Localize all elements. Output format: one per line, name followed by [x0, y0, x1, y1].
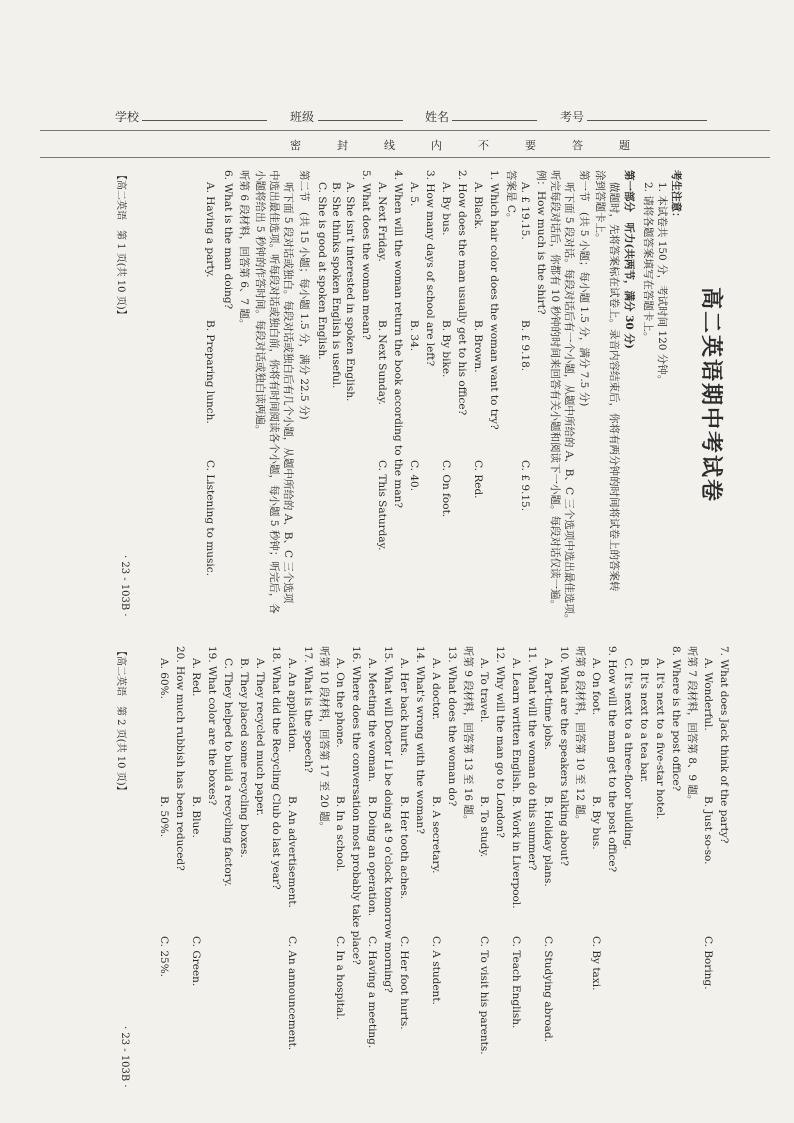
question-line: 17. What is the speech?: [302, 646, 314, 773]
number-label: 考号: [560, 110, 585, 124]
option: A. She isn't interested in spoken English.: [344, 182, 356, 402]
option: C. An announcement.: [286, 936, 298, 1051]
school-blank[interactable]: [142, 120, 267, 121]
part1-heading: 第一部分 听力(共两节，满分 30 分): [623, 170, 635, 349]
option: B. She thinks spoken English is useful.: [330, 182, 342, 389]
option: B. Preparing lunch.: [204, 320, 216, 424]
notice-line: 2. 请将各题答案填写在答题卡上。: [642, 182, 654, 343]
option: A. On the phone.: [334, 658, 346, 748]
option: C. By taxi.: [590, 936, 602, 991]
option: B. Doing an operation.: [366, 796, 378, 917]
question-5: 5. What does the woman mean?: [360, 170, 372, 340]
name-blank[interactable]: [452, 120, 537, 121]
number-blank[interactable]: [587, 120, 707, 121]
material-intro: 听第 6 段材料，回答第 6、7 题。: [238, 170, 250, 330]
option: B. A secretary.: [430, 796, 442, 874]
option: A. Her back hurts.: [398, 658, 410, 757]
page-2-content: [100, 636, 740, 1102]
option: C. Teach English.: [510, 936, 522, 1029]
page-footer: 【高二英语 第 2 页(共 10 页)】: [115, 646, 126, 796]
option: A. Part-time jobs.: [542, 658, 554, 751]
seal-line-text: 密封线内不要答题: [290, 139, 666, 152]
question-1: 1. Which hair color does the woman want to try?: [488, 170, 500, 430]
page-code: · 23 - 103B ·: [119, 555, 130, 617]
example-answer: 答案是 C。: [505, 170, 517, 224]
option: A. A doctor.: [430, 658, 442, 720]
section2-desc: 中选出最佳选项。听每段对话或独白前，你将有时间阅读各个小题，每小题 5 秒钟；听完后，各: [268, 170, 280, 614]
option: C. A student.: [430, 936, 442, 1005]
seal-line: [40, 130, 770, 158]
option: A. 5.: [408, 182, 420, 207]
option: B. Next Sunday.: [376, 320, 388, 405]
option: C. Having a meeting.: [366, 936, 378, 1049]
question-line: 15. What will Doctor Li be doing at 9 o'clock tomorrow morning?: [382, 646, 394, 993]
question-line: 20. How much rubbish has been reduced?: [174, 646, 186, 871]
option: A. An application.: [286, 658, 298, 753]
option: B. 50%.: [158, 796, 170, 838]
class-label: 班级: [290, 110, 315, 124]
question-line: 16. Where does the conversation most probably take place?: [350, 646, 362, 965]
notice-title: 考生注意：: [670, 170, 682, 223]
example-question: 例：How much is the shirt?: [535, 170, 547, 315]
option: B. In a school.: [334, 796, 346, 872]
question-line: 12. Why will the man go to London?: [494, 646, 506, 838]
option: C. Studying abroad.: [542, 936, 554, 1042]
section1-desc: 听下面 5 段对话。每段对话后有一个小题，从题中所给的 A、B、C 三个选项中选出最佳选项。: [563, 182, 575, 625]
option: B. Work in Liverpool.: [510, 796, 522, 909]
question-line: 13. What does the woman do?: [446, 646, 458, 807]
page-code: · 23 - 103B ·: [119, 1026, 130, 1088]
option: B. Holiday plans.: [542, 796, 554, 887]
option: A. Wonderful.: [702, 658, 714, 731]
option: A. By bus.: [440, 182, 452, 236]
option: C. Green.: [190, 936, 202, 987]
option: A. On foot.: [590, 658, 602, 716]
option: C. To visit his parents.: [478, 936, 490, 1055]
option: C. In a hospital.: [334, 936, 346, 1020]
example-option: C. £ 9.15.: [519, 460, 531, 512]
option: C. Her foot hurts.: [398, 936, 410, 1030]
option: B. By bus.: [590, 796, 602, 850]
question-4: 4. When will the woman return the book according to the man?: [392, 170, 404, 508]
option: B. Blue.: [190, 796, 202, 838]
question-line: 9. How will the man get to the post office?: [606, 646, 618, 873]
question-3: 3. How many days of school are left?: [424, 170, 436, 367]
question-line: 听第 9 段材料，回答第 13 至 16 题。: [462, 646, 474, 826]
option: A. Learn written English.: [510, 658, 522, 793]
example-option: A. £ 19.15.: [519, 182, 531, 240]
question-line: 听第 7 段材料，回答第 8、9 题。: [686, 646, 698, 806]
option: B. To study.: [478, 796, 490, 858]
option: B. 34.: [408, 320, 420, 352]
option: C. It's next to a three-floor building.: [622, 658, 634, 850]
option: A. Red.: [190, 658, 202, 697]
exam-title: 高二英语期中考试卷: [698, 286, 724, 503]
exam-page-1: [100, 160, 740, 630]
question-line: 14. What's wrong with the woman?: [414, 646, 426, 834]
option: A. Having a party.: [204, 182, 216, 278]
option: B. By bike.: [440, 320, 452, 378]
notice-line: 1. 本试卷共 150 分，考试时间 120 分钟。: [656, 182, 668, 386]
option: C. On foot.: [440, 460, 452, 518]
exam-page-2: [100, 636, 740, 1102]
class-blank[interactable]: [318, 120, 403, 121]
option: A. Meeting the woman.: [366, 658, 378, 782]
section2-heading: 第二节 (共 15 小题；每小题 1.5 分，满分 22.5 分): [298, 170, 310, 420]
question-line: 7. What does Jack think of the party?: [718, 646, 730, 844]
example-option: B. £ 9.18.: [519, 320, 531, 372]
question-2: 2. How does the man usually get to his office?: [456, 170, 468, 416]
option: A. Black.: [472, 182, 484, 230]
section1-desc: 听完每段对话后，你都有 10 秒钟的时间来回答有关小题和阅读下一小题。每段对话仅读一遍。: [549, 170, 561, 611]
option: B. Brown.: [472, 320, 484, 373]
option: C. She is good at spoken English.: [316, 182, 328, 360]
option: A. 60%.: [158, 658, 170, 699]
question-line: 听第 8 段材料，回答第 10 至 12 题。: [574, 646, 586, 826]
option: B. Her tooth aches.: [398, 796, 410, 900]
option: C. This Saturday.: [376, 460, 388, 551]
option: B. An advertisement.: [286, 796, 298, 908]
question-line: 听第 10 段材料，回答第 17 至 20 题。: [318, 646, 330, 833]
option: C. 40.: [408, 460, 420, 492]
option: B. It's next to a tea bar.: [638, 658, 650, 783]
option: A. Next Friday.: [376, 182, 388, 262]
option: A. They recycled much paper.: [254, 658, 266, 816]
section2-desc: 小题将给出 5 秒钟的作答时间。每段对话或独白读两遍。: [254, 170, 266, 436]
name-label: 姓名: [425, 110, 450, 124]
page-footer: 【高二英语 第 1 页(共 10 页)】: [115, 170, 126, 320]
part1-desc: 做题时，先将答案标在试卷上。录音内容结束后，你将有两分钟的时间将试卷上的答案转: [608, 182, 620, 592]
question-6: 6. What is the man doing?: [222, 170, 234, 310]
question-line: 19. What color are the boxes?: [206, 646, 218, 806]
option: C. Boring.: [702, 936, 714, 990]
option: C. 25%.: [158, 936, 170, 978]
option: B. They placed some recycling boxes.: [238, 658, 250, 858]
option: B. Just so-so.: [702, 796, 714, 865]
option: C. Red.: [472, 460, 484, 499]
student-info-header: [60, 102, 750, 130]
school-label: 学校: [115, 110, 140, 124]
part1-desc: 涂到答题卡上。: [594, 170, 606, 244]
option: A. To travel.: [478, 658, 490, 723]
option: A. It's next to a five-star hotel.: [654, 658, 666, 820]
question-line: 8. Where is the post office?: [670, 646, 682, 792]
question-line: 18. What did the Recycling Club do last year?: [270, 646, 282, 890]
option: C. They helped to build a recycling factory.: [222, 658, 234, 887]
question-line: 11. What will the woman do this summer?: [526, 646, 538, 871]
section2-desc: 听下面 5 段对话或独白。每段对话或独白后有几个小题，从题中所给的 A、B、C 三个选项: [282, 182, 294, 604]
question-line: 10. What are the speakers talking about?: [558, 646, 570, 866]
option: C. Listening to music.: [204, 460, 216, 576]
section1-heading: 第一节 (共 5 小题；每小题 1.5 分，满分 7.5 分): [578, 170, 590, 407]
